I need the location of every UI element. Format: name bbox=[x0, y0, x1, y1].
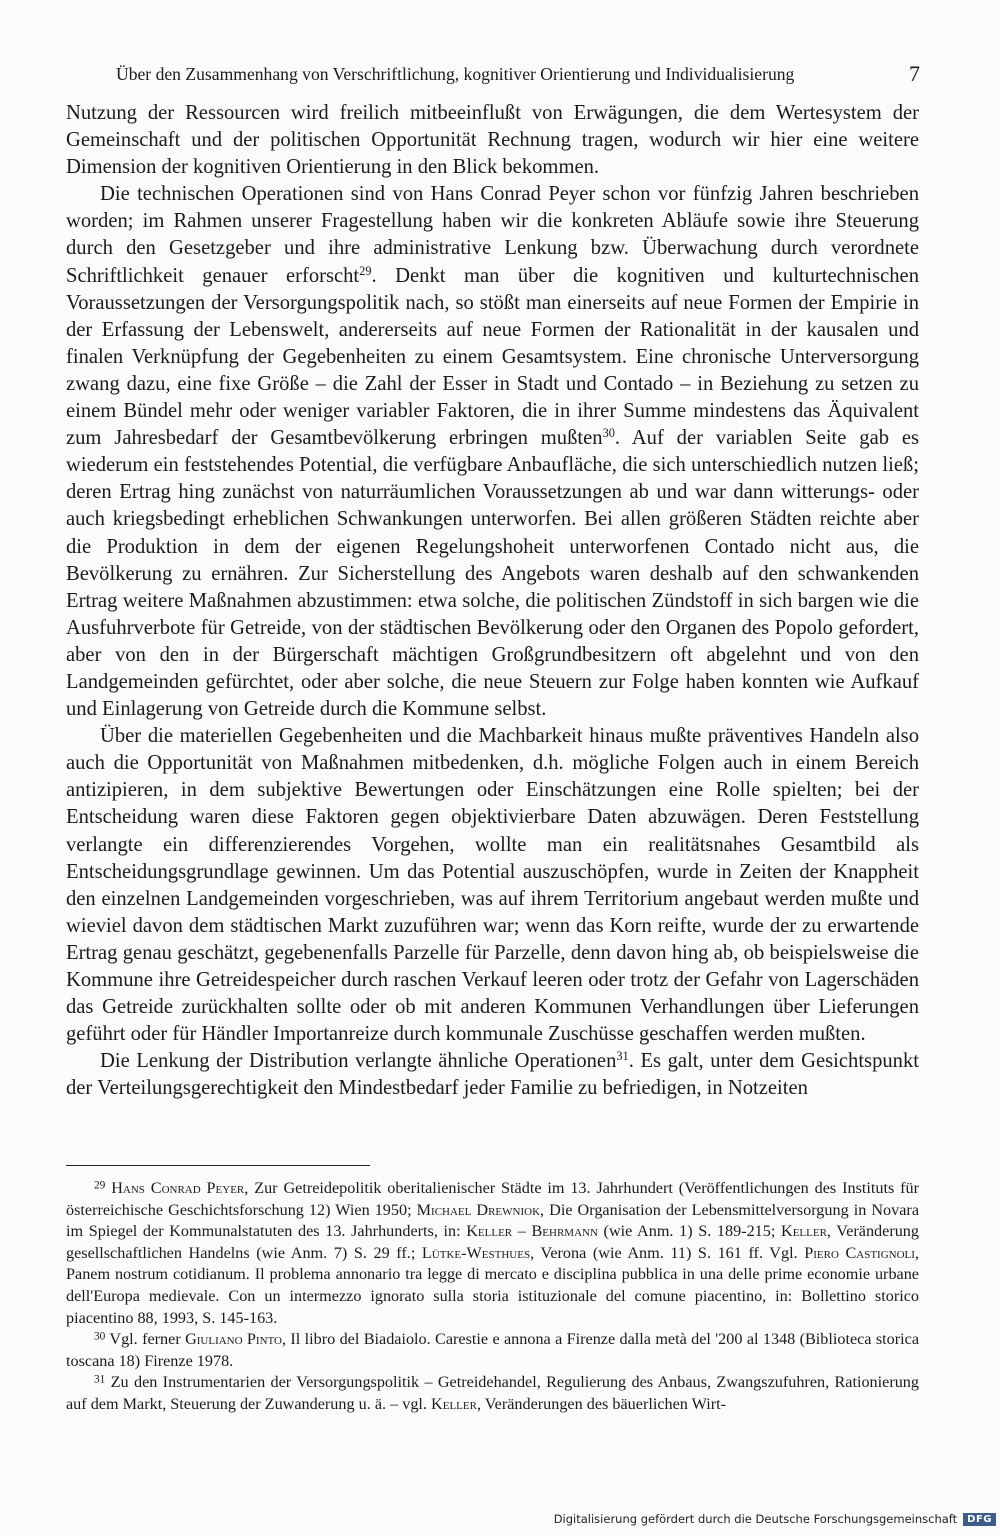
author-name: Keller bbox=[781, 1222, 827, 1241]
footnotes bbox=[66, 1178, 919, 1416]
author-name: Keller – Behrmann bbox=[466, 1222, 598, 1241]
paragraph-text: . Auf der variablen Seite gab es wiederum ein feststehendes Potential, die verfügbare Anbaufläche, die sich unterschiedlich nutzen ließ; deren Ertrag hing zunächst von naturräumlichen Voraussetzungen ab und war dann witterungs- oder auch kriegsbedingt erheblichen Schwankungen unterworfen. Bei allen größeren Städten reichte aber die Produktion in dem der eigenen Regelungshoheit unterworfenen Contado nicht aus, die Bevölkerung zu ernähren. Zur Sicherstellung des Angebots waren deshalb auf den schwankenden Ertrag weitere Maßnahmen abzustimmen: etwa solche, die politischen Zündstoff in sich bargen wie die Ausfuhrverbote für Getreide, von der städtischen Bevölkerung oder den Organen des Popolo gefordert, aber von den in der Bürgerschaft mächtigen Großgrundbesitzern oft abgelehnt und von den Landgemeinden gefürchtet, oder aber solche, die neue Steuern zur Folge haben konnten wie Aufkauf und Einlagerung von Getreide durch die Kommune selbst. bbox=[66, 427, 920, 721]
paragraph-text: . Denkt man über die kognitiven und kulturtechnischen Voraussetzungen der Versorgungspolitik nach, so stößt man einerseits auf neue Formen der Empirie in der Erfassung der Lebenswelt, andererseits auf neue Formen der Rationalität in der kausalen und finalen Verknüpfung der Gegebenheiten zu einem Gesamtsystem. Eine chronische Unterversorgung zwang dazu, eine fixe Größe – die Zahl der Esser in Stadt und Contado – in Beziehung zu setzen zu einem Bündel mehr oder weniger variabler Faktoren, die in ihrer Summe mindestens das Äquivalent zum Jahresbedarf der Gesamtbevölkerung erbringen mußten bbox=[66, 264, 919, 450]
paragraph bbox=[66, 723, 919, 1048]
author-name: Hans Conrad Peyer bbox=[111, 1179, 245, 1197]
footnote-text: , Die Organisation der Lebensmittelversorgung in Novara im Spiegel der Kommunalstatuten des 13. Jahrhunderts, in: bbox=[66, 1200, 919, 1241]
footnote-30 bbox=[66, 1329, 919, 1372]
footnote-text: , Il libro del Biadaiolo. Carestie e annona a Firenze dalla metà del '200 al 1348 (Biblioteca storica toscana 18) Firenze 1978. bbox=[66, 1330, 919, 1370]
footnote-text: Vgl. ferner bbox=[105, 1330, 186, 1349]
running-title: Über den Zusammenhang von Verschriftlichung, kognitiver Orientierung und Individualisierung bbox=[116, 64, 795, 84]
footnote-ref[interactable]: 31 bbox=[616, 1049, 629, 1064]
footnote-rule bbox=[66, 1165, 370, 1166]
paragraph-text: . Es galt, unter dem Gesichtspunkt der Verteilungsgerechtigkeit den Mindestbedarf jeder Familie zu befriedigen, in Notzeiten bbox=[66, 1050, 919, 1100]
footnote-ref[interactable]: 29 bbox=[359, 263, 372, 278]
author-name: Piero Castignoli bbox=[804, 1243, 915, 1262]
paragraph-text: Nutzung der Ressourcen wird freilich mitbeeinflußt von Erwägungen, die dem Wertesystem der Gemeinschaft und der politischen Opportunität Rechnung tragen, wodurch wir hier eine weitere Dimension der kognitiven Orientierung in den Blick bekommen. bbox=[66, 102, 919, 179]
footnote-number: 31 bbox=[94, 1373, 106, 1386]
footnote-text: , Veränderung gesellschaftlichen Handelns (wie Anm. 7) S. 29 ff.; bbox=[66, 1222, 919, 1262]
running-head bbox=[66, 61, 926, 90]
footnote-text: Zu den Instrumentarien der Versorgungspolitik – Getreidehandel, Regulierung des Anbaus, Zwangszufuhren, Rationierung auf dem Markt, Steuerung der Zuwanderung u. ä. – vgl. bbox=[66, 1373, 919, 1413]
body-text bbox=[66, 100, 919, 1102]
footnote-29 bbox=[66, 1178, 919, 1329]
funding-credit bbox=[554, 1510, 996, 1528]
paragraph bbox=[66, 100, 919, 181]
footnote-text: (wie Anm. 1) S. 189-215; bbox=[597, 1222, 781, 1241]
footnote-ref[interactable]: 30 bbox=[602, 426, 615, 441]
dfg-logo-icon: DFG bbox=[963, 1513, 996, 1526]
paragraph-text: Über die materiellen Gegebenheiten und die Machbarkeit hinaus mußte präventives Handeln also auch die Opportunität von Maßnahmen mitbedenken, d.h. mögliche Folgen auch in einem Bereich antizipieren, in dem subjektive Bewertungen oder Einschätzungen eine Rolle spielten; bei der Entscheidung waren diese Faktoren gegen objektivierbare Daten abzuwägen. Deren Feststellung verlangte ein differenzierendes Vorgehen, wollte man ein realitätsnahes Gesamtbild als Entscheidungsgrundlage gewinnen. Um das Potential auszuschöpfen, wurde in Zeiten der Knappheit den einzelnen Landgemeinden vorgeschrieben, was auf ihrem Territorium angebaut werden mußte und wieviel davon dem städtischen Markt zuzuführen war; wenn das Korn reifte, wurde der zu erwartende Ertrag genau geschätzt, gegebenenfalls Parzelle für Parzelle, denn davon hing ab, ob beispielsweise die Kommune ihre Getreidespeicher durch raschen Verkauf leeren oder trotz der Gefahr von Lagerschäden das Getreide zurückhalten sollte oder ob mit anderen Kommunen Verhandlungen über Lieferungen geführt oder für Händler Importanreize durch kommunale Zuschüsse geschaffen werden mußten. bbox=[66, 725, 919, 1046]
author-name: Lütke-Westhues bbox=[421, 1243, 531, 1262]
author-name: Michael Drewniok bbox=[416, 1200, 541, 1219]
paragraph-text: Die technischen Operationen sind von Hans Conrad Peyer schon vor fünfzig Jahren beschrieben worden; im Rahmen unserer Fragestellung haben wir die konkreten Abläufe sowie ihre Steuerung durch den Gesetzgeber und ihre administrative Lenkung bzw. Überwachung durch verordnete Schriftlichkeit genauer erforscht bbox=[66, 183, 919, 287]
footnote-text: , Zur Getreidepolitik oberitalienischer Städte im 13. Jahrhundert (Veröffentlichungen des Instituts für österreichische Geschichtsforschung 12) Wien 1950; bbox=[66, 1179, 920, 1219]
footnote-number: 30 bbox=[94, 1330, 106, 1343]
author-name: Giuliano Pinto bbox=[185, 1330, 283, 1349]
footnote-31 bbox=[66, 1372, 919, 1415]
footnote-text: , Panem nostrum cotidianum. Il problema annonario tra legge di mercato e disciplina pubblica in una delle prime economie urbane dell'Europa medievale. Con un intermezzo ignorato sulla storia istituzionale del comune piacentino, in: Bollettino storico piacentino 88, 1993, S. 145-163. bbox=[66, 1243, 919, 1327]
paragraph bbox=[66, 181, 919, 723]
footnote-number: 29 bbox=[94, 1179, 106, 1192]
paragraph-text: Die Lenkung der Distribution verlangte ähnliche Operationen bbox=[100, 1050, 617, 1073]
author-name: Keller bbox=[431, 1394, 477, 1413]
paragraph bbox=[66, 1048, 919, 1102]
footnote-text: , Verona (wie Anm. 11) S. 161 ff. Vgl. bbox=[530, 1243, 805, 1262]
funding-credit-text: Digitalisierung gefördert durch die Deutsche Forschungsgemeinschaft bbox=[553, 1512, 958, 1526]
page-number: 7 bbox=[909, 61, 920, 86]
footnote-text: , Veränderungen des bäuerlichen Wirt- bbox=[476, 1394, 727, 1413]
